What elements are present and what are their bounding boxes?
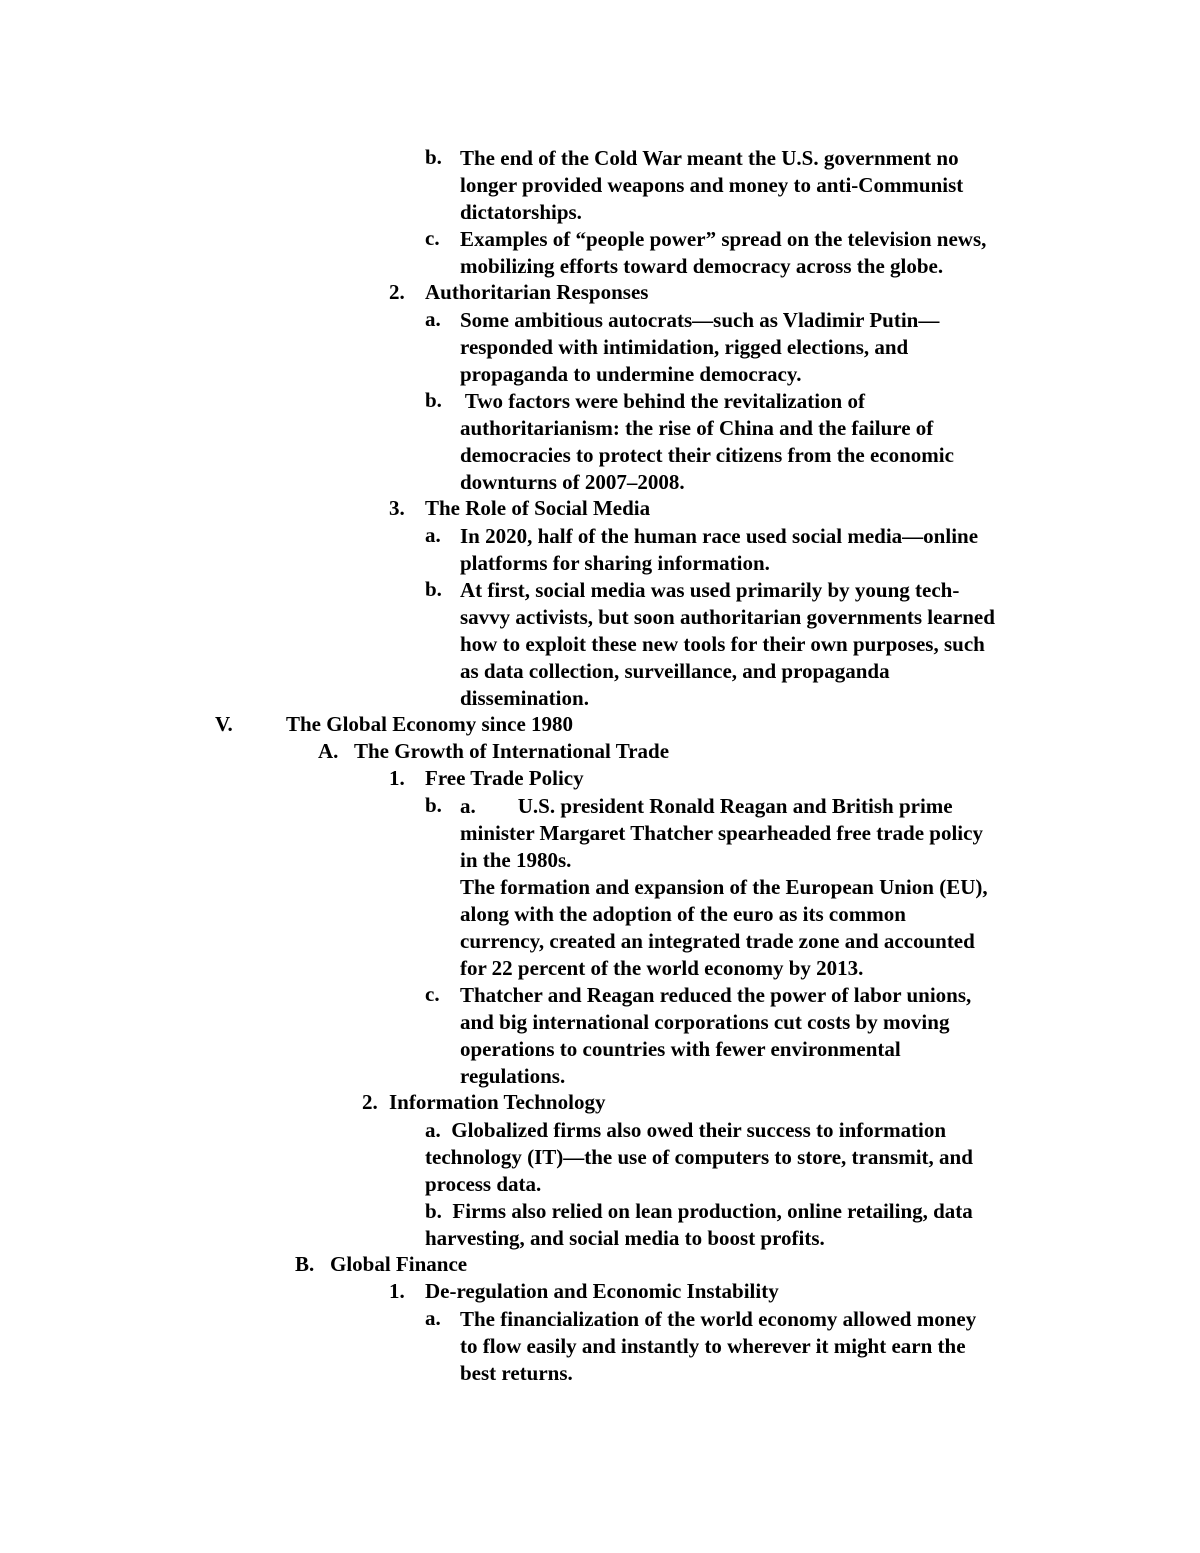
outline-marker: a. [425,1306,441,1330]
text-line: Some ambitious autocrats—such as Vladimir Putin— [460,308,940,332]
text-line: platforms for sharing information. [460,551,770,575]
text-line: responded with intimidation, rigged elections, and [460,335,909,359]
outline-heading: De-regulation and Economic Instability [425,1279,779,1303]
text-line: Thatcher and Reagan reduced the power of labor unions, [460,983,972,1007]
text-line: The financialization of the world economy allowed money [460,1307,977,1331]
text-line: longer provided weapons and money to anti-Communist [460,173,964,197]
text-line: process data. [425,1172,542,1196]
outline-heading: Global Finance [330,1252,468,1276]
outline-marker: 3. [389,496,405,520]
outline-marker: B. [295,1252,315,1276]
outline-heading: Free Trade Policy [425,766,584,790]
text-line: In 2020, half of the human race used social media—online [460,524,979,548]
outline-item-text [460,307,939,388]
text-line: for 22 percent of the world economy by 2013. [460,956,864,980]
outline-item-text [425,1198,973,1252]
text-line: At first, social media was used primarily by young tech- [460,578,960,602]
outline-item-text [460,523,978,577]
outline-item-text [460,982,971,1090]
text-line: as data collection, surveillance, and propaganda [460,659,890,683]
outline-item-text [460,145,963,226]
text-line: harvesting, and social media to boost profits. [425,1226,825,1250]
outline-marker: A. [318,739,339,763]
outline-item-text [460,793,988,982]
text-line: how to exploit these new tools for their own purposes, such [460,632,985,656]
outline-marker: 1. [389,766,405,790]
text-line: a. Globalized firms also owed their success to information [425,1118,947,1142]
text-line: a. U.S. president Ronald Reagan and British prime [460,794,953,818]
outline-marker: b. [425,388,442,412]
text-line: mobilizing efforts toward democracy across the globe. [460,254,944,278]
outline-item-text [460,388,954,496]
text-line: to flow easily and instantly to wherever it might earn the [460,1334,966,1358]
outline-item-text [425,1117,973,1198]
outline-heading: Information Technology [389,1090,606,1114]
outline-heading: Authoritarian Responses [425,280,649,304]
text-line: currency, created an integrated trade zone and accounted [460,929,975,953]
outline-marker: c. [425,982,440,1006]
outline-item-text [460,1306,976,1387]
text-line: The formation and expansion of the European Union (EU), [460,875,988,899]
outline-marker: 1. [389,1279,405,1303]
text-line: regulations. [460,1064,566,1088]
text-line: and big international corporations cut costs by moving [460,1010,950,1034]
text-line: in the 1980s. [460,848,572,872]
outline-heading: The Growth of International Trade [354,739,670,763]
text-line: dissemination. [460,686,589,710]
outline-heading: The Role of Social Media [425,496,651,520]
outline-marker: a. [425,307,441,331]
text-line: The end of the Cold War meant the U.S. government no [460,146,959,170]
outline-marker: 2. [362,1090,378,1114]
outline-marker: b. [425,145,442,169]
section-heading: The Global Economy since 1980 [286,712,574,736]
outline-marker: a. [425,523,441,547]
outline-marker: b. [425,793,442,817]
text-line: dictatorships. [460,200,582,224]
text-line: authoritarianism: the rise of China and the failure of [460,416,934,440]
outline-item-text [460,577,995,712]
text-line: downturns of 2007–2008. [460,470,685,494]
text-line: b. Firms also relied on lean production, online retailing, data [425,1199,973,1223]
outline-marker: V. [215,712,233,736]
text-line: savvy activists, but soon authoritarian governments learned [460,605,995,629]
text-line: Examples of “people power” spread on the television news, [460,227,987,251]
text-line: operations to countries with fewer environmental [460,1037,901,1061]
text-line: propaganda to undermine democracy. [460,362,802,386]
outline-item-text [460,226,986,280]
outline-marker: c. [425,226,440,250]
text-line: technology (IT)—the use of computers to store, transmit, and [425,1145,973,1169]
text-line: along with the adoption of the euro as its common [460,902,906,926]
text-line: minister Margaret Thatcher spearheaded free trade policy [460,821,983,845]
text-line: best returns. [460,1361,573,1385]
text-line: Two factors were behind the revitalization of [460,389,865,413]
text-line: democracies to protect their citizens from the economic [460,443,954,467]
outline-marker: b. [425,577,442,601]
outline-marker: 2. [389,280,405,304]
